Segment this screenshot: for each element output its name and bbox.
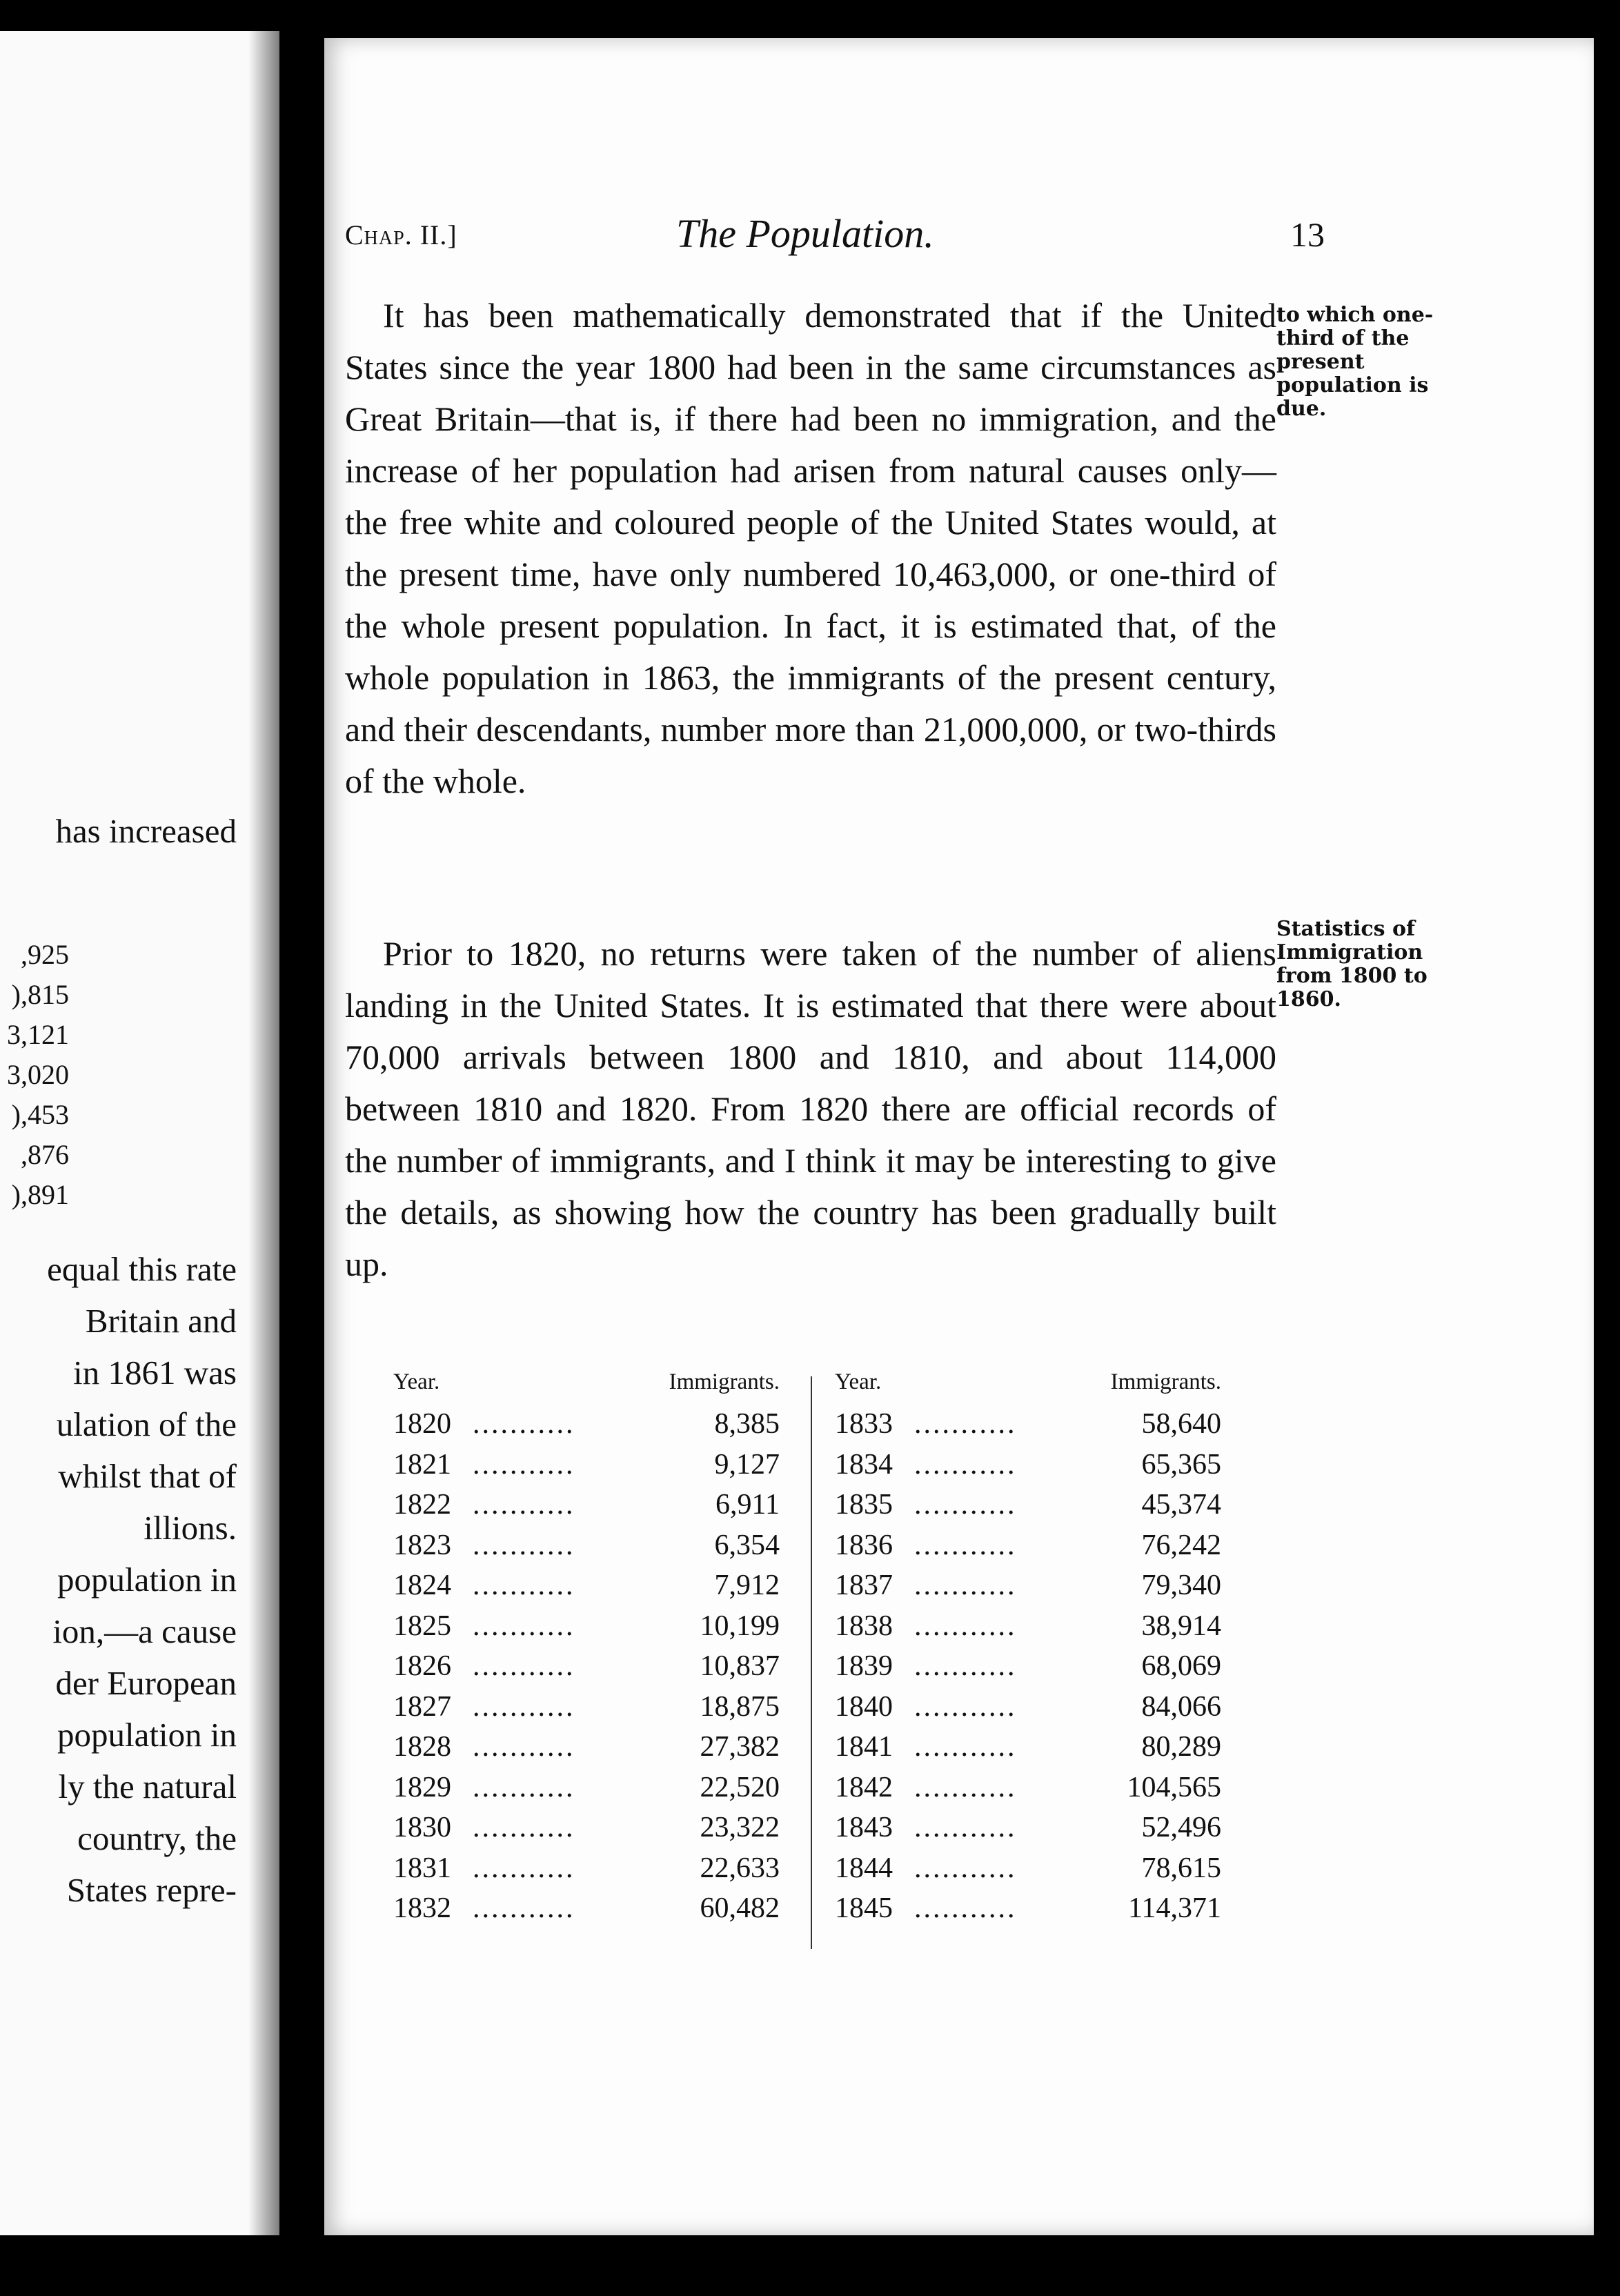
table-row	[393, 1525, 780, 1566]
row-immigrants: 22,520	[700, 1771, 780, 1803]
facing-page-line: has increased	[55, 812, 237, 850]
facing-page-number: ,876	[21, 1139, 69, 1170]
facing-page-line: der European	[55, 1664, 237, 1702]
table-row	[835, 1646, 1221, 1687]
facing-page-line: Britain and	[85, 1302, 237, 1340]
table-row	[393, 1404, 780, 1445]
row-immigrants: 58,640	[1141, 1408, 1221, 1440]
row-immigrants: 18,875	[700, 1690, 780, 1723]
row-leader-dots: ...........	[914, 1610, 1017, 1642]
row-leader-dots: ...........	[473, 1731, 575, 1763]
facing-page-line: country, the	[77, 1819, 237, 1857]
row-year: 1834	[835, 1448, 893, 1481]
row-leader-dots: ...........	[473, 1650, 575, 1682]
facing-page-number: 3,121	[7, 1019, 69, 1050]
row-leader-dots: ...........	[914, 1771, 1017, 1803]
row-year: 1842	[835, 1771, 893, 1803]
facing-page-line: equal this rate	[47, 1250, 237, 1288]
row-year: 1845	[835, 1892, 893, 1924]
row-immigrants: 38,914	[1141, 1610, 1221, 1642]
facing-page-line: population in	[57, 1716, 237, 1754]
facing-page-line: whilst that of	[58, 1457, 237, 1495]
row-immigrants: 80,289	[1141, 1731, 1221, 1763]
row-year: 1821	[393, 1448, 451, 1481]
row-leader-dots: ...........	[473, 1448, 575, 1481]
table-row	[835, 1525, 1221, 1566]
row-year: 1844	[835, 1852, 893, 1884]
facing-page-line: ulation of the	[56, 1405, 237, 1443]
row-immigrants: 52,496	[1141, 1812, 1221, 1843]
row-year: 1828	[393, 1731, 451, 1763]
row-leader-dots: ...........	[473, 1489, 575, 1521]
row-year: 1836	[835, 1529, 893, 1561]
row-immigrants: 68,069	[1141, 1650, 1221, 1682]
row-leader-dots: ...........	[473, 1610, 575, 1642]
row-year: 1825	[393, 1610, 451, 1642]
row-immigrants: 84,066	[1141, 1690, 1221, 1723]
facing-page-line: States repre-	[66, 1871, 237, 1909]
margin-note: Statistics of Immigration from 1800 to 1860.	[1276, 917, 1428, 1011]
table-column-right	[835, 1369, 1221, 1929]
table-row	[393, 1888, 780, 1929]
row-year: 1826	[393, 1650, 451, 1682]
facing-page-line: in 1861 was	[73, 1354, 237, 1392]
row-year: 1840	[835, 1690, 893, 1723]
running-head	[345, 210, 1325, 266]
row-immigrants: 10,837	[700, 1650, 780, 1682]
row-leader-dots: ...........	[914, 1892, 1017, 1924]
row-year: 1827	[393, 1690, 451, 1723]
row-leader-dots: ...........	[473, 1892, 575, 1924]
table-row	[835, 1848, 1221, 1889]
facing-page-line: ion,—a cause	[52, 1612, 237, 1650]
margin-note: to which one-third of the present population is due.	[1276, 303, 1434, 421]
header-year: Year.	[835, 1369, 882, 1394]
row-immigrants: 60,482	[700, 1892, 780, 1924]
row-leader-dots: ...........	[914, 1812, 1017, 1843]
header-year: Year.	[393, 1369, 440, 1394]
chapter-mark: Chap. II.]	[345, 219, 457, 250]
facing-page-line: illions.	[144, 1509, 237, 1547]
row-leader-dots: ...........	[473, 1529, 575, 1561]
row-leader-dots: ...........	[914, 1408, 1017, 1440]
table-row	[835, 1445, 1221, 1485]
table-row	[835, 1727, 1221, 1768]
row-year: 1820	[393, 1408, 451, 1440]
table-row	[835, 1606, 1221, 1647]
table-row	[835, 1404, 1221, 1445]
row-leader-dots: ...........	[473, 1771, 575, 1803]
row-leader-dots: ...........	[473, 1570, 575, 1601]
table-header	[835, 1369, 1221, 1404]
row-year: 1829	[393, 1771, 451, 1803]
row-leader-dots: ...........	[473, 1690, 575, 1723]
row-immigrants: 79,340	[1141, 1570, 1221, 1601]
row-leader-dots: ...........	[914, 1731, 1017, 1763]
body-paragraph: Prior to 1820, no returns were taken of the number of aliens landing in the United States. It is estimated that there were about 70,000 arrivals between 1800 and 1810, and about 114,000 between 1810 and 1820. From 1820 there are official records of the number of immigrants, and I think it may be interesting to give the details, as showing how the country has been gradually built up.	[345, 934, 1276, 1283]
row-year: 1824	[393, 1570, 451, 1601]
row-immigrants: 8,385	[714, 1408, 780, 1440]
row-immigrants: 9,127	[714, 1448, 780, 1481]
row-year: 1841	[835, 1731, 893, 1763]
row-year: 1831	[393, 1852, 451, 1884]
row-immigrants: 27,382	[700, 1731, 780, 1763]
table-row	[393, 1768, 780, 1808]
table-divider	[811, 1376, 812, 1949]
row-leader-dots: ...........	[473, 1812, 575, 1843]
facing-page-number: ),453	[11, 1099, 69, 1130]
row-leader-dots: ...........	[914, 1570, 1017, 1601]
table-row	[393, 1445, 780, 1485]
row-immigrants: 45,374	[1141, 1489, 1221, 1521]
row-immigrants: 23,322	[700, 1812, 780, 1843]
facing-page	[0, 31, 279, 2235]
row-leader-dots: ...........	[473, 1408, 575, 1440]
table-row	[393, 1485, 780, 1525]
row-immigrants: 6,354	[714, 1529, 780, 1561]
row-year: 1823	[393, 1529, 451, 1561]
facing-page-number: ,925	[21, 939, 69, 970]
table-header	[393, 1369, 780, 1404]
row-year: 1835	[835, 1489, 893, 1521]
row-year: 1843	[835, 1812, 893, 1843]
row-immigrants: 10,199	[700, 1610, 780, 1642]
immigration-table	[393, 1369, 1290, 2004]
row-leader-dots: ...........	[914, 1489, 1017, 1521]
row-year: 1837	[835, 1570, 893, 1601]
page-number: 13	[1290, 215, 1325, 254]
row-immigrants: 78,615	[1141, 1852, 1221, 1884]
table-row	[393, 1727, 780, 1768]
book-gutter-shadow	[248, 0, 324, 2296]
table-row	[835, 1888, 1221, 1929]
row-leader-dots: ...........	[914, 1529, 1017, 1561]
table-row	[835, 1565, 1221, 1606]
row-year: 1830	[393, 1812, 451, 1843]
table-row	[393, 1687, 780, 1728]
table-row	[393, 1565, 780, 1606]
facing-page-number: ),815	[11, 979, 69, 1010]
row-year: 1839	[835, 1650, 893, 1682]
table-row	[393, 1646, 780, 1687]
row-leader-dots: ...........	[473, 1852, 575, 1884]
table-row	[393, 1848, 780, 1889]
facing-page-line: population in	[57, 1561, 237, 1599]
row-immigrants: 7,912	[714, 1570, 780, 1601]
header-immigrants: Immigrants.	[669, 1369, 780, 1394]
row-immigrants: 6,911	[715, 1489, 780, 1521]
row-leader-dots: ...........	[914, 1448, 1017, 1481]
row-year: 1822	[393, 1489, 451, 1521]
row-immigrants: 76,242	[1141, 1529, 1221, 1561]
row-year: 1838	[835, 1610, 893, 1642]
row-leader-dots: ...........	[914, 1852, 1017, 1884]
row-immigrants: 104,565	[1127, 1771, 1221, 1803]
table-row	[393, 1606, 780, 1647]
table-row	[835, 1485, 1221, 1525]
row-immigrants: 22,633	[700, 1852, 780, 1884]
row-leader-dots: ...........	[914, 1690, 1017, 1723]
table-row	[835, 1768, 1221, 1808]
facing-page-line: ly the natural	[58, 1768, 237, 1805]
book-page	[324, 38, 1594, 2235]
table-row	[393, 1808, 780, 1848]
body-paragraph: It has been mathematically demonstrated that if the United States since the year 1800 had been in the same circumstances as Great Britain—that is, if there had been no immigration, and the increase of her population had arisen from natural causes only—the free white and coloured people of the United States would, at the present time, have only numbered 10,463,000, or one-third of the whole present population. In fact, it is estimated that, of the whole population in 1863, the immigrants of the present century, and their descendants, number more than 21,000,000, or two-thirds of the whole.	[345, 296, 1276, 800]
table-column-left	[393, 1369, 780, 1929]
row-immigrants: 114,371	[1128, 1892, 1221, 1924]
row-leader-dots: ...........	[914, 1650, 1017, 1682]
facing-page-number: ),891	[11, 1179, 69, 1210]
header-immigrants: Immigrants.	[1110, 1369, 1221, 1394]
row-year: 1832	[393, 1892, 451, 1924]
row-year: 1833	[835, 1408, 893, 1440]
row-immigrants: 65,365	[1141, 1448, 1221, 1481]
table-row	[835, 1808, 1221, 1848]
table-row	[835, 1687, 1221, 1728]
page-title: The Population.	[676, 211, 934, 256]
facing-page-number: 3,020	[7, 1059, 69, 1090]
